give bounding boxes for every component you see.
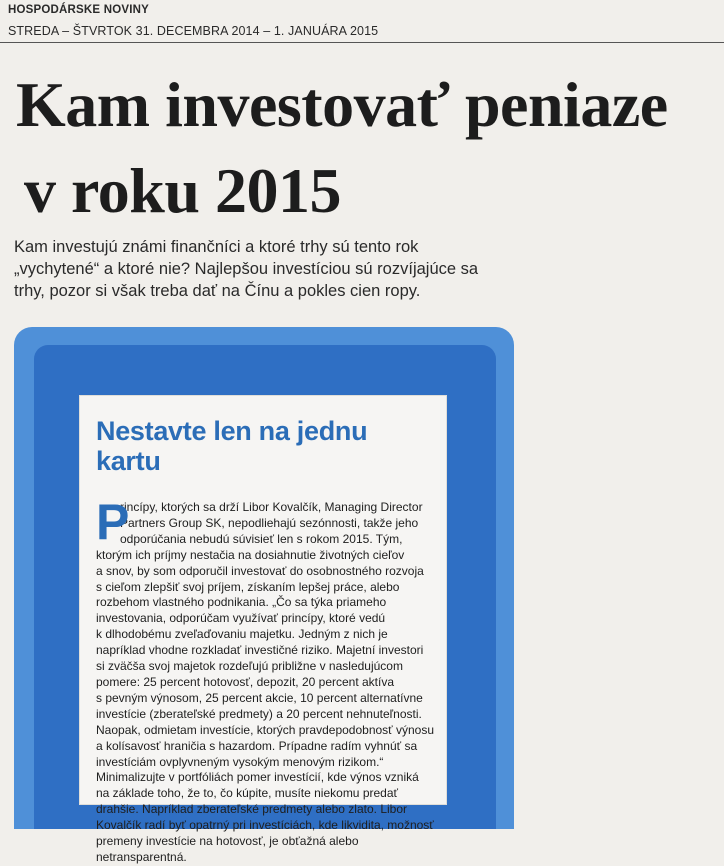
drop-cap: P <box>96 494 130 550</box>
headline-line-2: v roku 2015 <box>24 155 341 226</box>
body-line: Naopak, odmietam investície, ktorých pravdepodobnosť výnosu <box>96 722 435 737</box>
body-line: napríklad vhodne rozkladať investičné riziko. Majetní investori <box>96 643 424 658</box>
body-line: si zväčša svoj majetok rozdeľujú približne v nasledujúcom <box>96 659 403 674</box>
body-line: rincípy, ktorých sa drží Libor Kovalčík, Managing Director <box>120 500 423 514</box>
body-line: s pevným výnosom, 25 percent akcie, 10 percent alternatívne <box>96 690 423 705</box>
body-line: investovania, odporúčam využívať princípy, ktoré vedú <box>96 611 386 626</box>
body-line: Kovalčík radí byť opatrný pri investíciách, kde likvidita, možnosť <box>96 818 434 833</box>
sidebar-box <box>80 396 446 864</box>
body-line: odporúčania nebudú súvisieť len s rokom 2015. Tým, <box>120 531 403 546</box>
masthead-rule <box>0 42 724 43</box>
body-line: a kolísavosť hraničia s hazardom. Prípadne radím vyhnúť sa <box>96 738 418 753</box>
sidebar-title-line-2: kartu <box>96 446 161 476</box>
issue-date: STREDA – ŠTVRTOK 31. DECEMBRA 2014 – 1. JANUÁRA 2015 <box>8 24 379 38</box>
body-line: Partners Group SK, nepodliehajú sezónnosti, takže jeho <box>120 515 419 530</box>
article-lead <box>14 236 574 302</box>
body-line: pomere: 25 percent hotovosť, depozit, 20 percent aktíva <box>96 674 395 689</box>
body-line: netransparentná. <box>96 849 187 864</box>
body-line: na základe toho, že to, čo kúpite, musíte niekomu predať <box>96 786 399 801</box>
body-line: investíciám ovplyvneným vysokým menovým rizikom.“ <box>96 754 384 769</box>
lead-line: „vychytené“ a ktoré nie? Najlepšou investíciou sú rozvíjajúce sa <box>14 260 479 278</box>
body-line: ktorým ich príjmy nestačia na dosiahnutie životných cieľov <box>96 547 405 562</box>
body-line: investície (zberateľské predmety) a 20 percent nehnuteľnosti. <box>96 706 422 721</box>
body-line: premeny investície na hotovosť, je obťažná alebo <box>96 834 359 849</box>
masthead <box>8 4 718 44</box>
body-line: drahšie. Napríklad zberateľské predmety alebo zlato. Libor <box>96 802 407 817</box>
lead-line: Kam investujú známi finančníci a ktoré trhy sú tento rok <box>14 238 419 256</box>
sidebar-title <box>96 416 367 476</box>
lead-line: trhy, pozor si však treba dať na Čínu a pokles cien ropy. <box>14 282 421 300</box>
sidebar-title-line-1: Nestavte len na jednu <box>96 416 368 446</box>
sidebar-body <box>96 494 436 866</box>
body-line: a snov, by som odporučil investovať do osobnostného rozvoja <box>96 563 424 578</box>
body-line: Minimalizujte v portfóliách pomer investícií, kde výnos vzniká <box>96 770 419 785</box>
body-line: k dlhodobému zveľaďovaniu majetku. Jedným z nich je <box>96 627 388 642</box>
newspaper-name: HOSPODÁRSKE NOVINY <box>8 4 149 16</box>
body-line: rozbehom vlastného podnikania. „Čo sa týka priameho <box>96 595 387 610</box>
headline-line-1: Kam investovať peniaze <box>16 69 668 140</box>
body-line: s cieľom zlepšiť svoj príjem, získaním lepšej práce, alebo <box>96 579 400 594</box>
article-headline <box>0 62 724 234</box>
